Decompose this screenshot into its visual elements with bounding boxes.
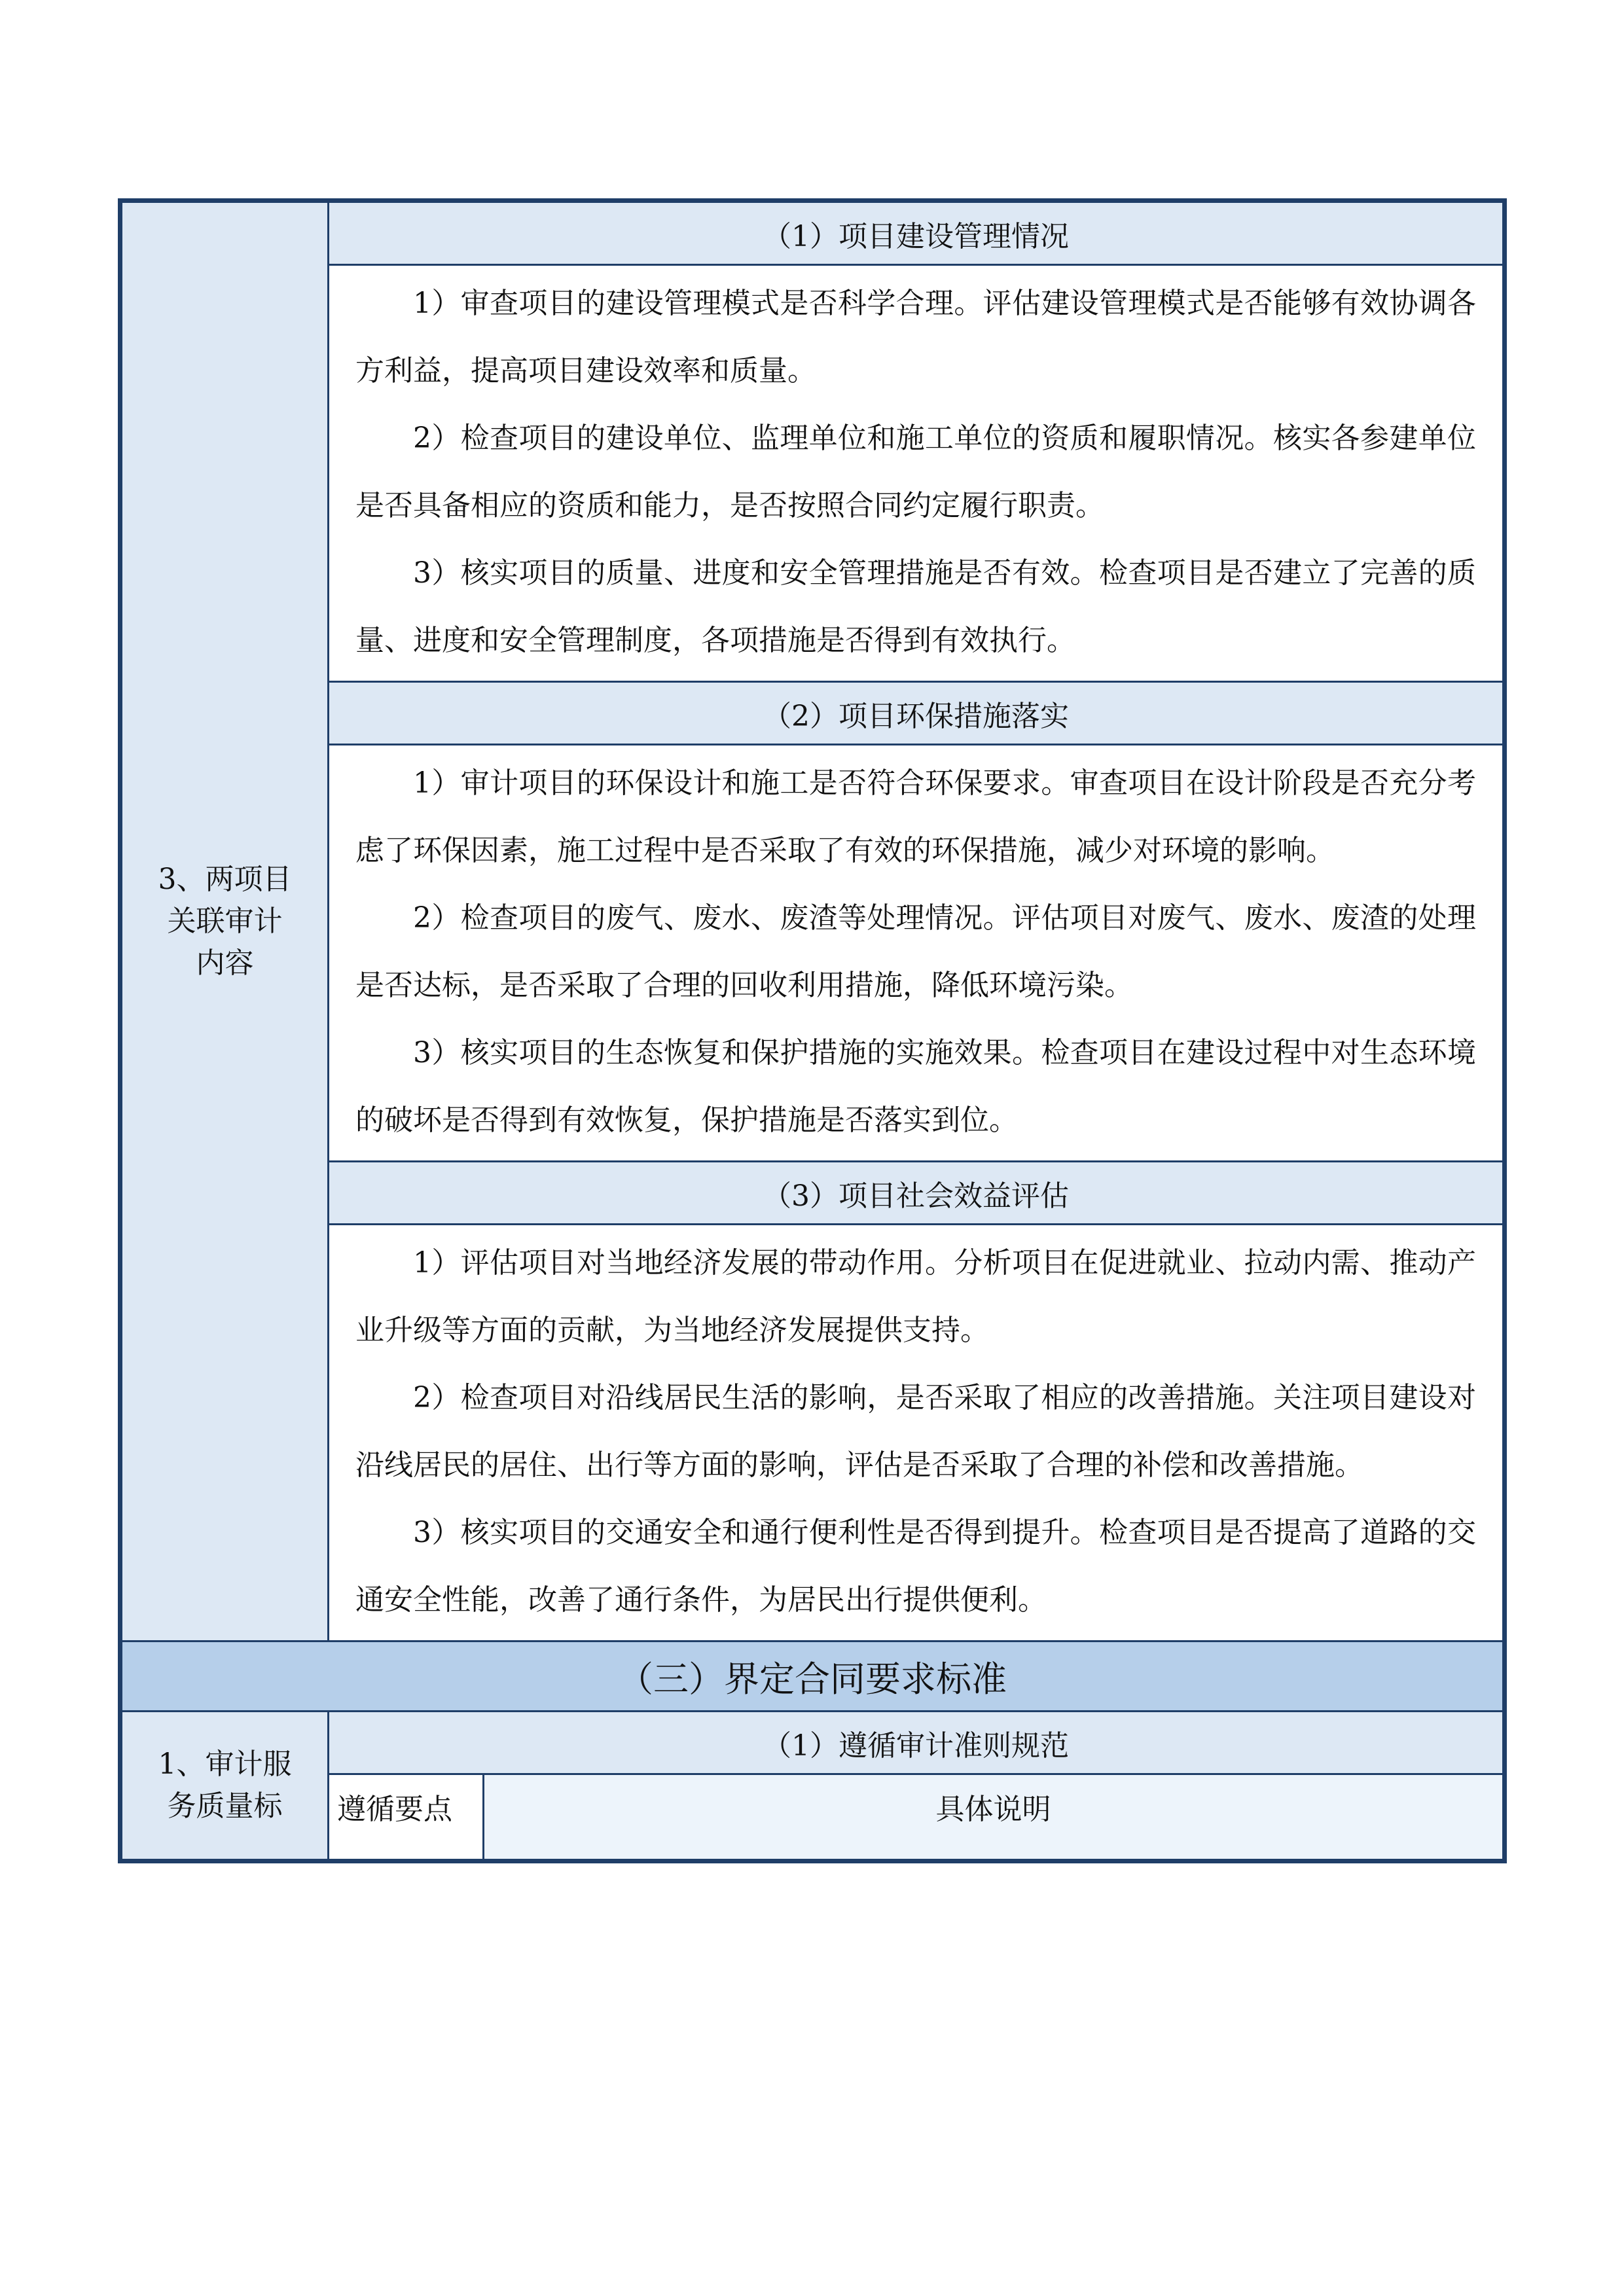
section-3-label-cell [120,201,329,1641]
block-content-construction-management [329,265,1505,682]
paragraph: 1）评估项目对当地经济发展的带动作用。分析项目在促进就业、拉动内需、推动产业升级等方面的贡献，为当地经济发展提供支持。 [355,1246,1476,1347]
quality-label-cell [120,1712,329,1861]
paragraph: 3）核实项目的生态恢复和保护措施的实施效果。检查项目在建设过程中对生态环境的破坏是否得到有效恢复，保护措施是否落实到位。 [355,1036,1476,1137]
paragraph: 2）检查项目的建设单位、监理单位和施工单位的资质和履职情况。核实各参建单位是否具备相应的资质和能力，是否按照合同约定履行职责。 [355,422,1476,522]
paragraph: 1）审查项目的建设管理模式是否科学合理。评估建设管理模式是否能够有效协调各方利益，提高项目建设效率和质量。 [355,287,1476,387]
quality-label-line: 务质量标 [167,1789,283,1823]
paragraph: 1）审计项目的环保设计和施工是否符合环保要求。审查项目在设计阶段是否充分考虑了环保因素，施工过程中是否采取了有效的环保措施，减少对环境的影响。 [355,766,1476,867]
block-title-social-benefits: （3）项目社会效益评估 [329,1162,1505,1225]
block-title-audit-standards: （1）遵循审计准则规范 [329,1712,1505,1774]
section-3-label-line: 内容 [196,946,254,980]
block-title-environmental-measures: （2）项目环保措施落实 [329,682,1505,745]
section-3-label-line: 3、两项目 [158,863,292,896]
block-content-social-benefits [329,1225,1505,1641]
column-header-key-points: 遵循要点 [329,1775,484,1859]
quality-label-line: 1、审计服 [158,1748,292,1781]
section-3-label-line: 关联审计 [167,905,283,938]
paragraph: 2）检查项目对沿线居民生活的影响，是否采取了相应的改善措施。关注项目建设对沿线居民的居住、出行等方面的影响，评估是否采取了合理的补偿和改善措施。 [355,1381,1476,1482]
column-header-details: 具体说明 [484,1775,1503,1859]
paragraph: 3）核实项目的质量、进度和安全管理措施是否有效。检查项目是否建立了完善的质量、进度和安全管理制度，各项措施是否得到有效执行。 [355,556,1476,657]
section-heading-contract-standards: （三）界定合同要求标准 [120,1641,1505,1712]
audit-content-table [118,198,1507,1863]
paragraph: 3）核实项目的交通安全和通行便利性是否得到提升。检查项目是否提高了道路的交通安全性能，改善了通行条件，为居民出行提供便利。 [355,1516,1476,1617]
paragraph: 2）检查项目的废气、废水、废渣等处理情况。评估项目对废气、废水、废渣的处理是否达标，是否采取了合理的回收利用措施，降低环境污染。 [355,901,1476,1002]
inner-table-cell [329,1774,1505,1861]
block-content-environmental-measures [329,745,1505,1162]
standards-inner-table [329,1775,1502,1859]
block-title-construction-management: （1）项目建设管理情况 [329,201,1505,265]
